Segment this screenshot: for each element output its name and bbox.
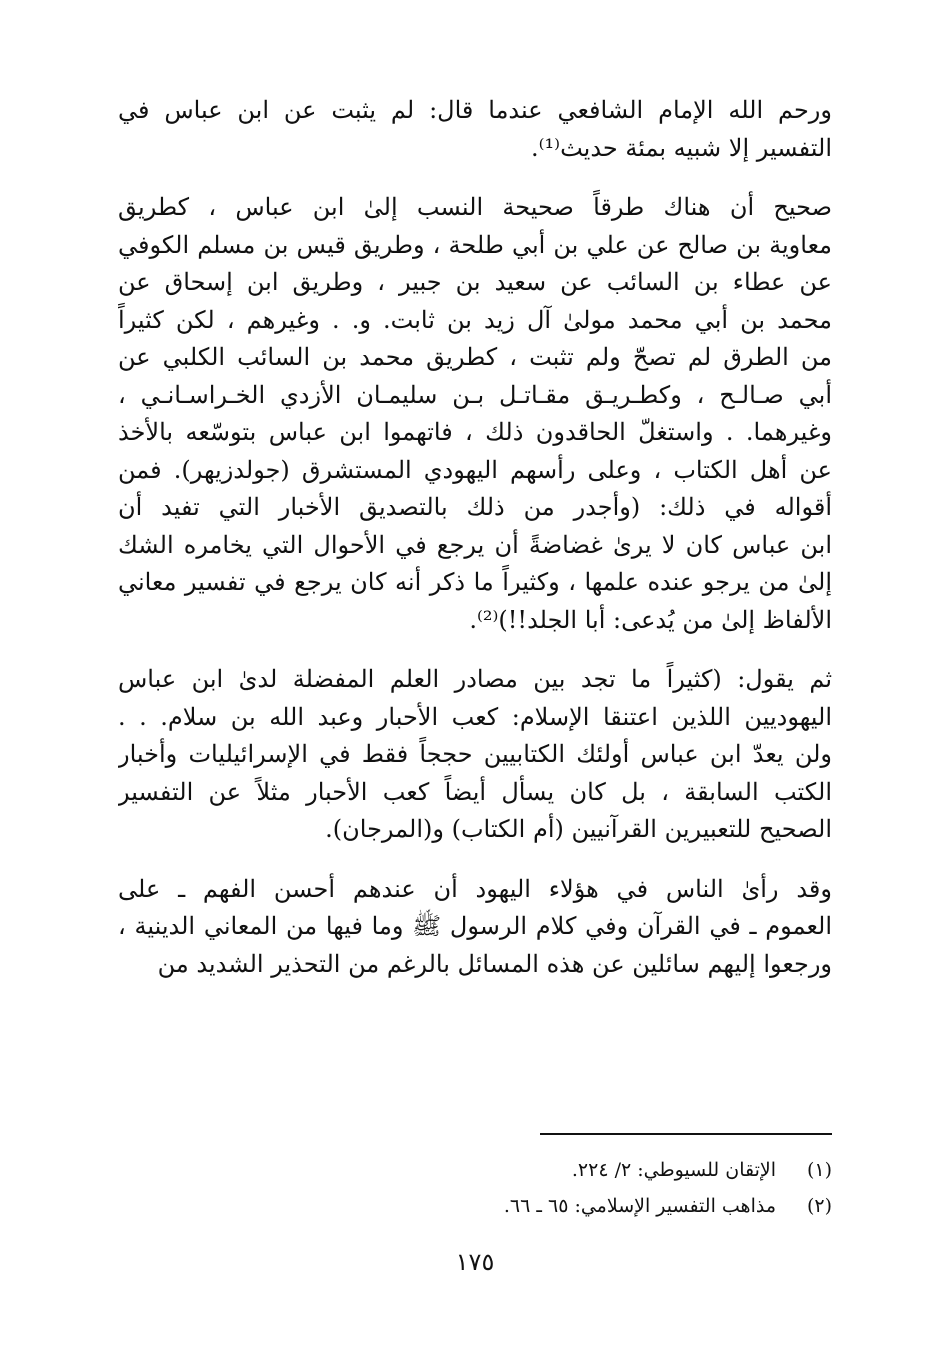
text-line: ثم يقول: (كثيراً ما تجد بين مصادر العلم المفضلة لدىٰ ابن عباس	[118, 665, 832, 693]
footnote-number: (١)	[806, 1159, 832, 1181]
text-line: معاوية بن صالح عن علي بن أبي طلحة ، وطريق قيس بن مسلم الكوفي	[118, 230, 832, 259]
text-line: عن عطاء بن السائب عن سعيد بن جبير ، وطريق ابن إسحاق عن	[118, 268, 832, 296]
text-line: ولن يعدّ ابن عباس أولئك الكتابيين حججاً فقط في الإسرائيليات وأخبار	[118, 740, 832, 768]
paragraph	[118, 871, 832, 984]
text-line: الكتب السابقة ، بل كان يسأل أيضاً كعب الأحبار مثلاً عن التفسير	[118, 777, 832, 806]
text-line: ورجعوا إليهم سائلين عن هذه المسائل بالرغم من التحذير الشديد من	[157, 949, 832, 978]
page-body	[118, 92, 832, 983]
text-line: اليهوديين اللذين اعتنقا الإسلام: كعب الأحبار وعبد الله بن سلام. . .	[118, 702, 832, 731]
footnote-text: مذاهب التفسير الإسلامي: ٦٥ ـ ٦٦.	[503, 1195, 776, 1217]
paragraph	[118, 661, 832, 849]
text-line: أقواله في ذلك: (وأجدر من ذلك بالتصديق الأخبار التي تفيد أن	[118, 493, 832, 521]
text-line: ورحم الله الإمام الشافعي عندما قال: لم يثبت عن ابن عباس في	[118, 96, 832, 124]
text-line: العموم ـ في القرآن وفي كلام الرسول ﷺ وما فيها من المعاني الدينية ،	[118, 912, 832, 940]
text-line: محمد بن أبي محمد مولىٰ آل زيد بن ثابت. و. . وغيرهم ، لكن كثيراً	[118, 305, 832, 334]
text-line: الصحيح للتعبيرين القرآنيين (أم الكتاب) و(المرجان).	[325, 815, 832, 843]
footnotes	[118, 1152, 832, 1224]
footnote-divider	[540, 1133, 832, 1135]
text-line: التفسير إلا شبيه بمئة حديث⁽¹⁾.	[531, 133, 832, 162]
footnote-2	[118, 1188, 832, 1224]
footnote-1	[118, 1152, 832, 1188]
paragraph	[118, 92, 832, 167]
text-line: وقد رأىٰ الناس في هؤلاء اليهود أن عندهم أحسن الفهم ـ على	[118, 874, 832, 903]
page-number: ١٧٥	[455, 1248, 495, 1276]
text-line: وغيرهما. . واستغلّ الحاقدون ذلك ، فاتهموا ابن عباس بتوسّعه بالأخذ	[118, 418, 832, 446]
footnote-number: (٢)	[806, 1195, 832, 1217]
footnote-text: الإتقان للسيوطي: ٢/ ٢٢٤.	[571, 1159, 776, 1181]
text-line: صحيح أن هناك طرقاً صحيحة النسب إلىٰ ابن عباس ، كطريق	[118, 193, 832, 221]
text-line: عن أهل الكتاب ، وعلى رأسهم اليهودي المستشرق (جولدزيهر). فمن	[118, 455, 832, 484]
text-line: أبي صـالـح ، وكطـريـق مقـاتـل بـن سليمـان الأزدي الخـراسـانـي ،	[118, 380, 832, 409]
text-line: الألفاظ إلىٰ من يُدعى: أبا الجلد!!)⁽²⁾.	[469, 605, 832, 634]
paragraph	[118, 189, 832, 639]
text-line: ابن عباس كان لا يرىٰ غضاضةً أن يرجع في الأحوال التي يخامره الشك	[118, 530, 832, 559]
text-line: إلىٰ من يرجو عنده علمها ، وكثيراً ما ذكر أنه كان يرجع في تفسير معاني	[118, 568, 832, 596]
text-line: من الطرق لم تصحّ ولم تثبت ، كطريق محمد بن السائب الكلبي عن	[118, 343, 832, 371]
